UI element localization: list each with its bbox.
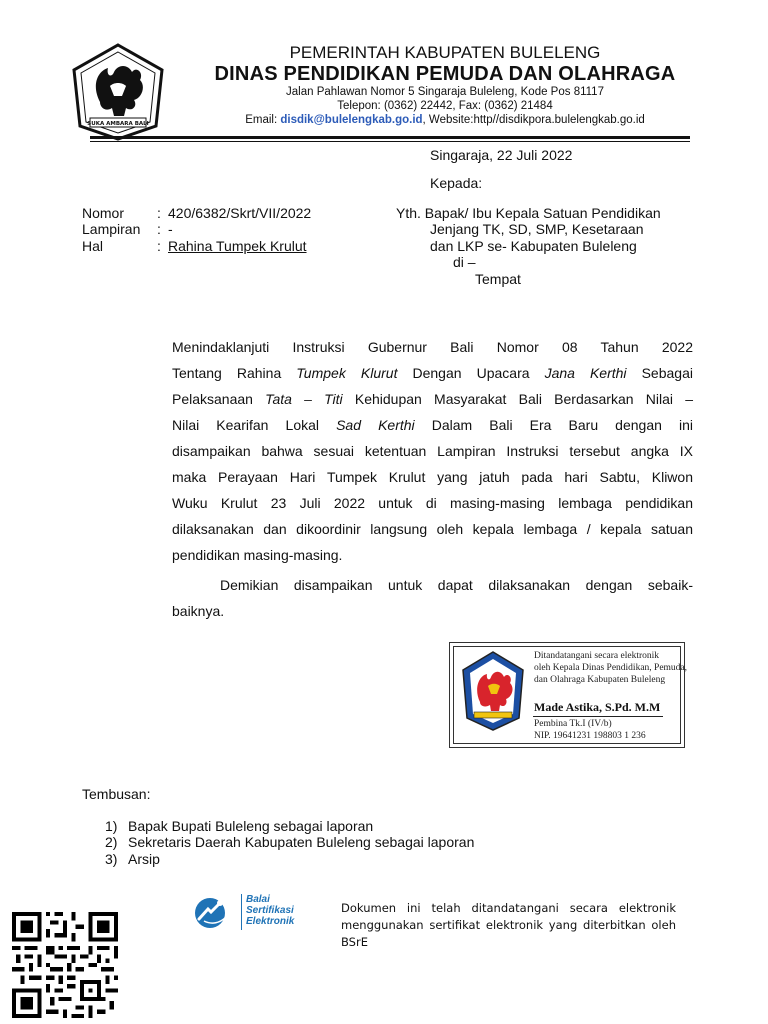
nomor-colon: : [157,205,161,221]
closing-line-2: baiknya. [172,603,225,619]
website-text: , Website:http//disdikpora.bulelengkab.go.id [422,114,645,126]
signature-underline [533,716,663,717]
letter-date: Singaraja, 22 Juli 2022 [430,147,573,163]
nomor-label: Nomor [82,205,125,221]
recipient-line-1: Yth. Bapak/ Ibu Kepala Satuan Pendidikan [396,205,661,221]
bsre-word-3: Elektronik [246,916,295,927]
bsre-separator [241,894,242,930]
closing-line-1: Demikian disampaikan untuk dapat dilaksanakan dengan sebaik- [220,577,693,593]
body-paragraph-1 [172,360,693,568]
recipient-line-3: dan LKP se- Kabupaten Buleleng [430,238,637,254]
list-item-number: 3) [105,851,118,867]
recipient-line-5: Tempat [475,271,521,287]
signatory-name: Made Astika, S.Pd. M.M [534,700,661,714]
list-item: Sekretaris Daerah Kabupaten Buleleng sebagai laporan [128,834,475,850]
recipient-line-4: di – [453,254,476,270]
body-line-3: Pelaksanaan Tata – Titi Kehidupan Masyarakat Bali Berdasarkan Nilai – [172,391,693,407]
hal-colon: : [157,238,161,254]
hal-label: Hal [82,238,104,254]
signature-line-3: dan Olahraga Kabupaten Buleleng [534,675,666,685]
lampiran-value: - [168,221,173,237]
qr-code-icon[interactable] [12,912,118,1018]
body-line-9: pendidikan masing-masing. [172,547,343,563]
signatory-rank: Pembina Tk.I (IV/b) [534,719,612,729]
email-link[interactable]: disdik@bulelengkab.go.id [280,114,423,126]
list-item: Bapak Bupati Buleleng sebagai laporan [128,818,374,834]
department-phone: Telepon: (0362) 22442, Fax: (0362) 21484 [337,100,553,112]
recipient-line-2: Jenjang TK, SD, SMP, Kesetaraan [430,221,644,237]
email-label: Email: [245,114,281,126]
list-item-number: 1) [105,818,118,834]
nomor-value: 420/6382/Skrt/VII/2022 [168,205,312,221]
department-contact [190,114,700,126]
bsre-logo-icon [190,895,238,931]
body-line-2: Tentang Rahina Tumpek Klurut Dengan Upacara Jana Kerthi Sebagai [172,365,693,381]
body-paragraph-2 [172,572,693,624]
body-line-4: Nilai Kearifan Lokal Sad Kerthi Dalam Bali Era Baru dengan ini [172,417,693,433]
body-line-1: Menindaklanjuti Instruksi Gubernur Bali Nomor 08 Tahun 2022 [172,339,693,355]
header-rule-thin [90,141,690,142]
footer-note [341,900,676,951]
department-address: Jalan Pahlawan Nomor 5 Singaraja Buleleng, Kode Pos 81117 [286,86,604,98]
kabupaten-emblem-icon [70,42,166,142]
signature-line-2: oleh Kepala Dinas Pendidikan, Pemuda, [534,663,688,673]
emblem-motto: SUKA AMBARA BALI [87,121,149,127]
list-item: Arsip [128,851,160,867]
body-line-5: disampaikan bahwa sesuai ketentuan Lampiran Instruksi tersebut angka IX [172,443,693,459]
government-name: PEMERINTAH KABUPATEN BULELENG [289,43,601,62]
tembusan-title: Tembusan: [82,786,151,802]
department-name: DINAS PENDIDIKAN PEMUDA DAN OLAHRAGA [214,63,676,85]
header-rule-thick [90,136,690,139]
body-line-8: dilaksanakan dan dikoordinir langsung oleh kepala lembaga / kepala satuan [172,521,693,537]
body-line-6: maka Perayaan Hari Tumpek Krulut yang jatuh pada hari Sabtu, Kliwon [172,469,693,485]
footer-note-line-2: menggunakan sertifikat elektronik yang diterbitkan oleh [341,918,676,932]
lampiran-label: Lampiran [82,221,141,237]
footer-note-line-3: BSrE [341,935,368,949]
footer-note-line-1: Dokumen ini telah ditandatangani secara elektronik [341,901,676,915]
signature-line-1: Ditandatangani secara elektronik [534,651,660,661]
signature-emblem-icon [460,650,526,732]
bsre-word-1: Balai [246,894,270,905]
bsre-word-2: Sertifikasi [246,905,294,916]
hal-value: Rahina Tumpek Krulut [168,238,307,254]
lampiran-colon: : [157,221,161,237]
list-item-number: 2) [105,834,118,850]
body-line-7: Wuku Krulut 23 Juli 2022 untuk di masing-masing lembaga pendidikan [172,495,693,511]
signatory-nip: NIP. 19641231 198803 1 236 [534,731,646,741]
recipient-kepada: Kepada: [430,175,483,191]
